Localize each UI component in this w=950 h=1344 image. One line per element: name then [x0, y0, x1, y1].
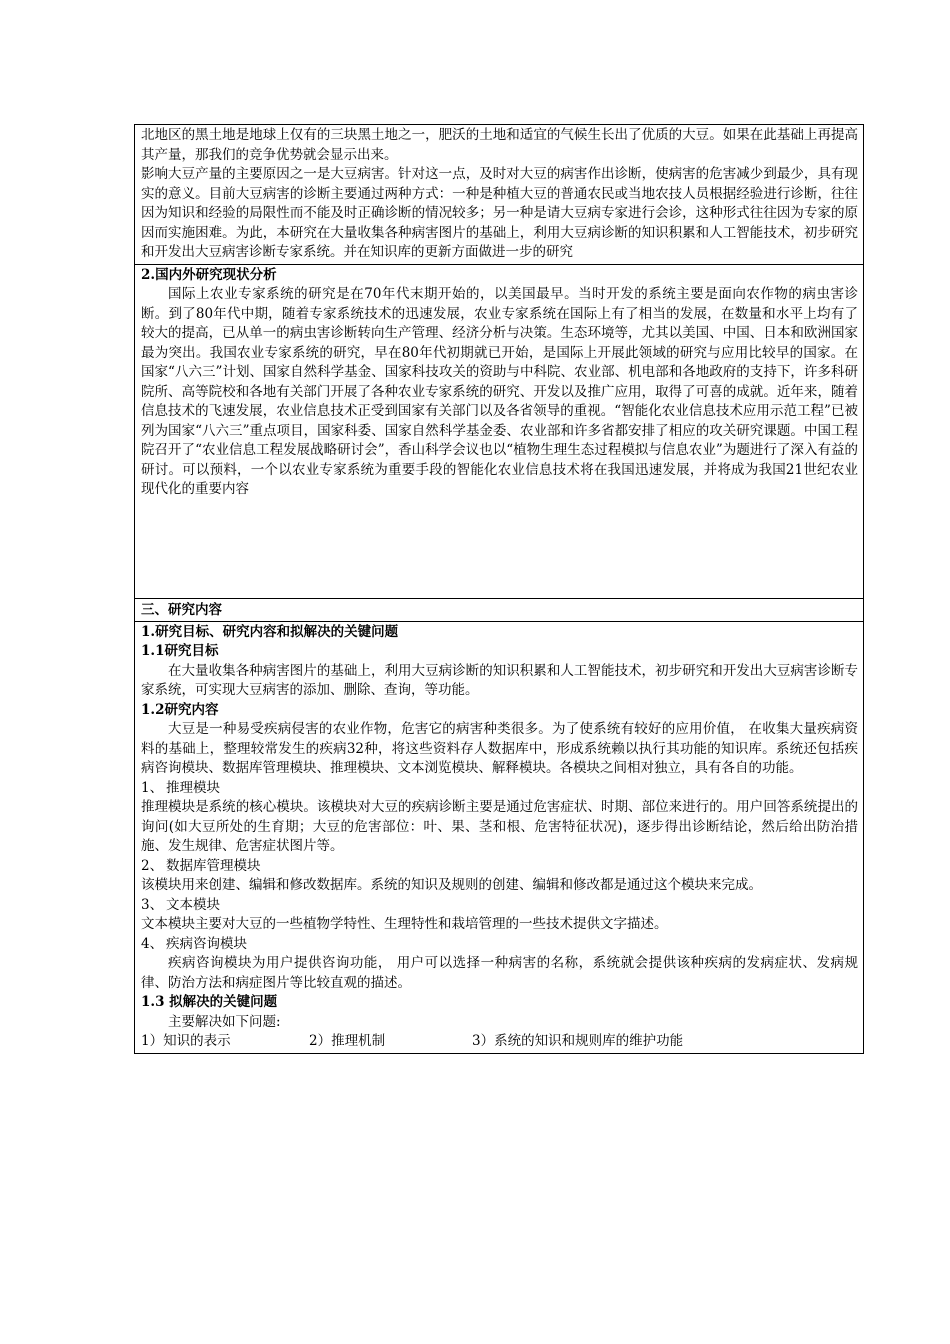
background-paragraph-2: 影响大豆产量的主要原因之一是大豆病害。针对这一点，及时对大豆的病害作出诊断，使病害的危害减少到最少，具有现实的意义。目前大豆病害的诊断主要通过两种方式：一种是种植大豆的普通农民或当地农技人员根据经验进行诊断，往往因为知识和经验的局限性而不能及时正确诊断的情况较多；另一种是请大豆病专家进行会诊，这种形式往往因为专家的原因而实施困难。为此，本研究在大量收集各种病害图片的基础上，利用大豆病诊断的知识积累和人工智能技术，初步研究和开发出大豆病害诊断专家系统。并在知识库的更新方面做进一步的研究: [141, 166, 858, 260]
row-research-status: [135, 264, 864, 598]
background-paragraph-1: 北地区的黑土地是地球上仅有的三块黑土地之一，肥沃的土地和适宜的气候生长出了优质的大豆。如果在此基础上再提高其产量，那我们的竞争优势就会显示出来。: [141, 127, 858, 163]
module-3-title: 3、 文本模块: [141, 896, 220, 913]
research-status-body: 国际上农业专家系统的研究是在70年代末期开始的，以美国最早。当时开发的系统主要是面向农作物的病虫害诊断。到了80年代中期，随着专家系统技术的迅速发展，农业专家系统在国际上有了相当的发展，在数量和水平上均有了较大的提高，已从单一的病虫害诊断转向生产管理、经济分析与决策。生态环境等，尤其以美国、中国、日本和欧洲国家最为突出。我国农业专家系统的研究，早在80年代初期就已开始，是国际上开展此领域的研究与应用比较早的国家。在国家“八六三”计划、国家自然科学基金、国家科技攻关的资助与中科院、农业部、机电部和各地政府的支持下，许多科研院所、高等院校和各地有关部门开展了各种农业专家系统的研究、开发以及推广应用，取得了可喜的成就。近年来，随着信息技术的飞速发展，农业信息技术正受到国家有关部门以及各省领导的重视。“智能化农业信息技术应用示范工程”已被列为国家“八六三”重点项目，国家科委、国家自然科学基金委、农业部和许多省都安排了相应的攻关研究课题。中国工程院召开了“农业信息工程发展战略研讨会”，香山科学会议也以“植物生理生态过程模拟与信息农业”为题进行了深入有益的研讨。可以预料，一个以农业专家系统为重要手段的智能化农业信息技术将在我国迅速发展，并将成为我国21世纪农业现代化的重要内容: [141, 286, 858, 497]
research-status-heading: 2.国内外研究现状分析: [141, 266, 277, 283]
section3-heading: 三、研究内容: [141, 601, 222, 618]
module-3-desc: 文本模块主要对大豆的一些植物学特性、生理特性和栽培管理的一些技术提供文字描述。: [141, 916, 668, 932]
key-problems-row: [141, 1032, 858, 1052]
document-page: [134, 124, 864, 1054]
key-problem-1: 1）知识的表示: [141, 1033, 231, 1049]
key-problem-2: 2）推理机制: [309, 1033, 386, 1049]
key-problem-3: 3）系统的知识和规则库的维护功能: [472, 1033, 684, 1049]
paragraph-1-3: 主要解决如下问题:: [168, 1013, 281, 1030]
module-4-desc: 疾病咨询模块为用户提供咨询功能， 用户可以选择一种病害的名称，系统就会提供该种疾病的发病症状、发病规律、防治方法和病症图片等比较直观的描述。: [141, 955, 858, 991]
module-4-title: 4、 疾病咨询模块: [141, 935, 247, 952]
form-table: [134, 124, 864, 1054]
heading-1-2: 1.2研究内容: [141, 701, 219, 718]
paragraph-1-2: 大豆是一种易受疾病侵害的农业作物，危害它的病害种类很多。为了使系统有较好的应用价值， 在收集大量疾病资料的基础上，整理较常发生的疾病32种，将这些资料存人数据库中，形成系统赖以执行其功能的知识库。系统还包括疾病咨询模块、数据库管理模块、推理模块、文本浏览模块、解释模块。各模块之间相对独立，具有各自的功能。: [141, 721, 858, 776]
row-section3-heading: [135, 598, 864, 621]
heading-1-1: 1.1研究目标: [141, 643, 219, 659]
row-background: [135, 125, 864, 265]
module-2-desc: 该模块用来创建、编辑和修改数据库。系统的知识及规则的创建、编辑和修改都是通过这个模块来完成。: [141, 877, 762, 893]
subsection-1-heading: 1.研究目标、研究内容和拟解决的关键问题: [141, 623, 399, 640]
heading-1-3: 1.3 拟解决的关键问题: [141, 994, 278, 1010]
row-research-content: [135, 621, 864, 1053]
module-1-title: 1、 推理模块: [141, 779, 220, 796]
module-2-title: 2、 数据库管理模块: [141, 857, 261, 874]
module-1-desc: 推理模块是系统的核心模块。该模块对大豆的疾病诊断主要是通过危害症状、时期、部位来进行的。用户回答系统提出的询问(如大豆所处的生育期；大豆的危害部位：叶、果、茎和根、危害特征状况)，逐步得出诊断结论，然后给出防治措施、发生规律、危害症状图片等。: [141, 799, 858, 854]
paragraph-1-1: 在大量收集各种病害图片的基础上，利用大豆病诊断的知识积累和人工智能技术，初步研究和开发出大豆病害诊断专家系统，可实现大豆病害的添加、删除、查询，等功能。: [141, 662, 858, 698]
